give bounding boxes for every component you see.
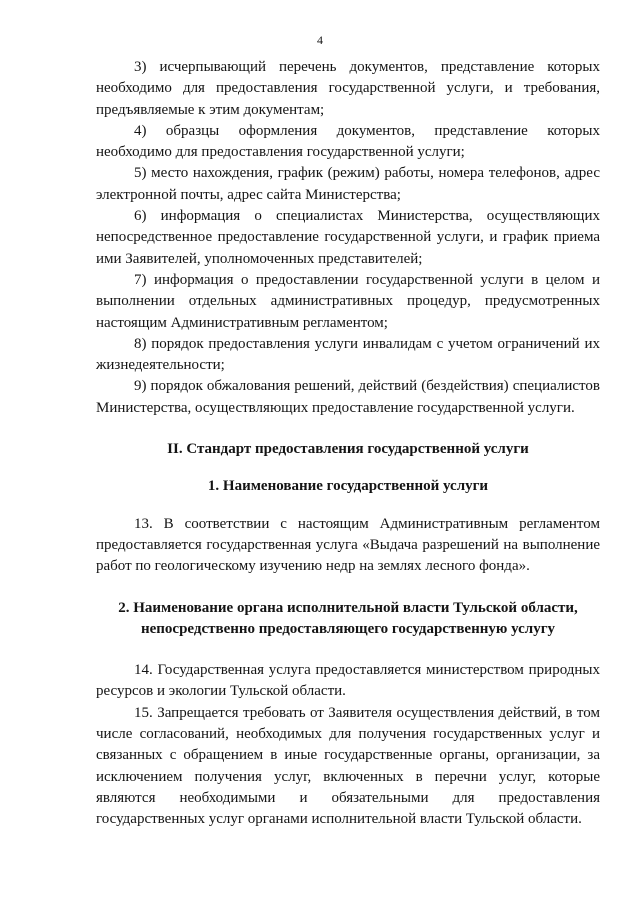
subsection-heading-line: 2. Наименование органа исполнительной власти Тульской области, — [118, 599, 578, 616]
list-item: 9) порядок обжалования решений, действий (бездействия) специалистов Министерства, осуществляющих предоставление государственной услуги. — [96, 378, 600, 416]
paragraph-15: 15. Запрещается требовать от Заявителя осуществления действий, в том числе согласований, необходимых для получения государственных услуг и связанных с обращением в иные государственные органы, организации, за исключением получения услуг, включенных в перечни услуг, которые являются необходимыми и обязательными для предоставления государственных услуг органами исполнительной власти Тульской области. — [96, 704, 600, 828]
subsection-heading-service-name: 1. Наименование государственной услуги — [207, 478, 489, 495]
paragraph-13: 13. В соответствии с настоящим Административным регламентом предоставляется государственная услуга «Выдача разрешений на выполнение работ по геологическому изучению недр на землях лесного фонда». — [96, 515, 600, 575]
list-item: 8) порядок предоставления услуги инвалидам с учетом ограничений их жизнедеятельности; — [96, 335, 600, 374]
section-heading: II. Стандарт предоставления государственной услуги — [167, 441, 529, 458]
list-item: 5) место нахождения, график (режим) работы, номера телефонов, адрес электронной почты, адрес сайта Министерства; — [96, 165, 600, 203]
document-body — [96, 57, 600, 831]
subsection-heading-line: непосредственно предоставляющего государственную услугу — [140, 620, 556, 637]
page-number: 4 — [317, 33, 323, 47]
list-item: 3) исчерпывающий перечень документов, представление которых необходимо для предоставления государственной услуги, и требования, предъявляемые к этим документам; — [96, 59, 600, 118]
subsection-heading-authority — [96, 598, 600, 641]
list-item: 4) образцы оформления документов, представление которых необходимо для предоставления государственной услуги; — [96, 122, 600, 161]
paragraph-14: 14. Государственная услуга предоставляется министерством природных ресурсов и экологии Тульской области. — [96, 662, 600, 700]
list-item: 6) информация о специалистах Министерства, осуществляющих непосредственное предоставление государственной услуги, и график приема ими Заявителей, уполномоченных представителей; — [96, 208, 600, 267]
list-item: 7) информация о предоставлении государственной услуги в целом и выполнении отдельных административных процедур, предусмотренных настоящим Административным регламентом; — [96, 271, 600, 331]
